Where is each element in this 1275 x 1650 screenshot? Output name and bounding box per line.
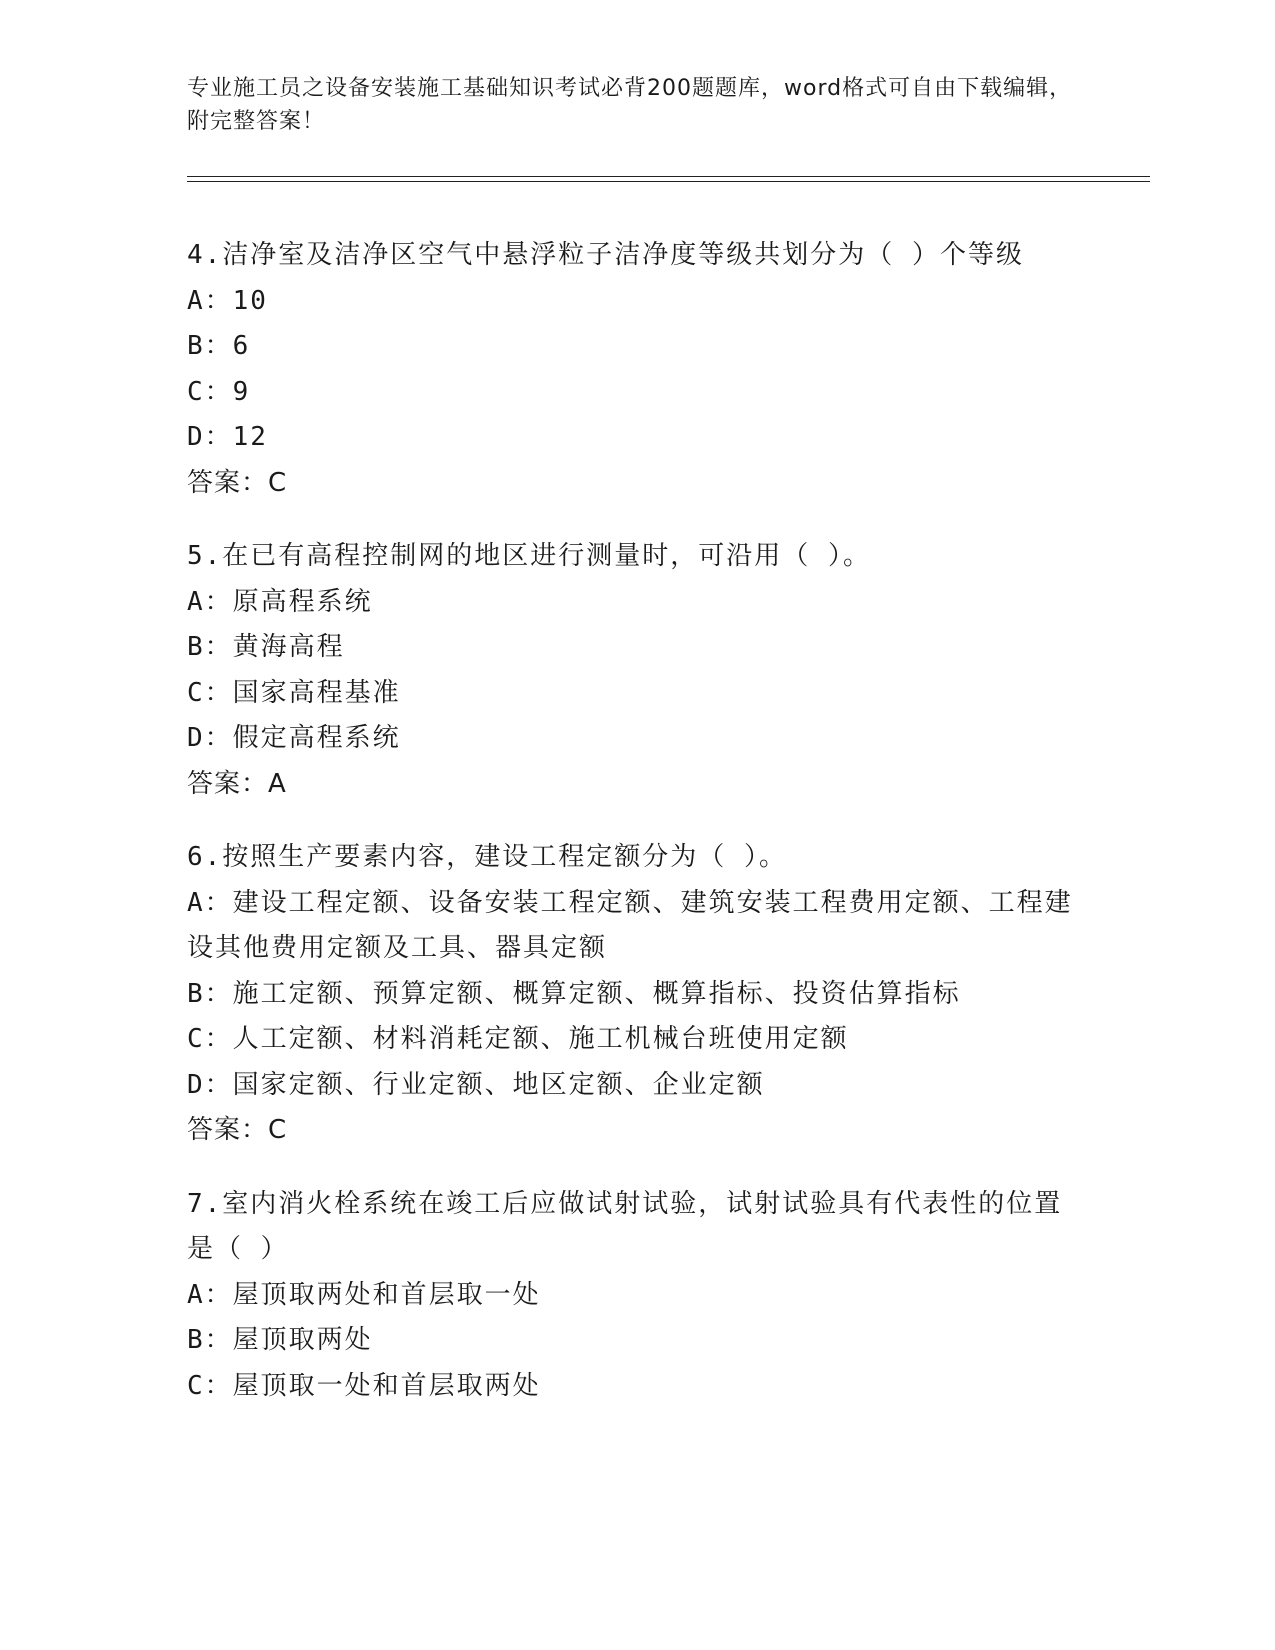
question-stem: 5.在已有高程控制网的地区进行测量时，可沿用（ ）。 [187, 541, 871, 571]
question-5 [187, 534, 1087, 807]
answer-line: 答案：C [187, 467, 288, 498]
option-a: A：10 [187, 285, 268, 316]
option-a: A：屋顶取两处和首层取一处 [187, 1279, 541, 1310]
question-7 [187, 1182, 1087, 1410]
question-list [187, 233, 1087, 1437]
question-stem: 7.室内消火栓系统在竣工后应做试射试验，试射试验具有代表性的位置是（ ） [187, 1188, 1063, 1264]
option-c: C：国家高程基准 [187, 677, 401, 708]
option-b: B：屋顶取两处 [187, 1325, 373, 1355]
question-4 [187, 233, 1087, 506]
option-d: D：假定高程系统 [187, 723, 401, 753]
answer-line: 答案：C [187, 1115, 288, 1145]
header-rule-top [187, 176, 1150, 177]
option-b: B：黄海高程 [187, 632, 345, 662]
option-c: C：9 [187, 376, 251, 407]
header-text: 专业施工员之设备安装施工基础知识考试必背200题题库，word格式可自由下载编辑，附完整答案！ [187, 76, 1073, 134]
document-header [187, 72, 1087, 138]
header-rule-bottom [187, 181, 1150, 182]
option-b: B：施工定额、预算定额、概算定额、概算指标、投资估算指标 [187, 978, 961, 1009]
option-d: D：国家定额、行业定额、地区定额、企业定额 [187, 1069, 765, 1100]
question-6 [187, 835, 1087, 1154]
option-c: C：屋顶取一处和首层取两处 [187, 1370, 541, 1401]
question-stem: 6.按照生产要素内容，建设工程定额分为（ ）。 [187, 842, 787, 872]
answer-line: 答案：A [187, 768, 287, 799]
option-a: A：原高程系统 [187, 586, 373, 617]
option-a: A：建设工程定额、设备安装工程定额、建筑安装工程费用定额、工程建设其他费用定额及工具、器具定额 [187, 887, 1073, 963]
option-c: C：人工定额、材料消耗定额、施工机械台班使用定额 [187, 1024, 849, 1054]
option-d: D：12 [187, 422, 268, 452]
option-b: B：6 [187, 331, 251, 361]
question-stem: 4.洁净室及洁净区空气中悬浮粒子洁净度等级共划分为（ ）个等级 [187, 240, 1024, 270]
